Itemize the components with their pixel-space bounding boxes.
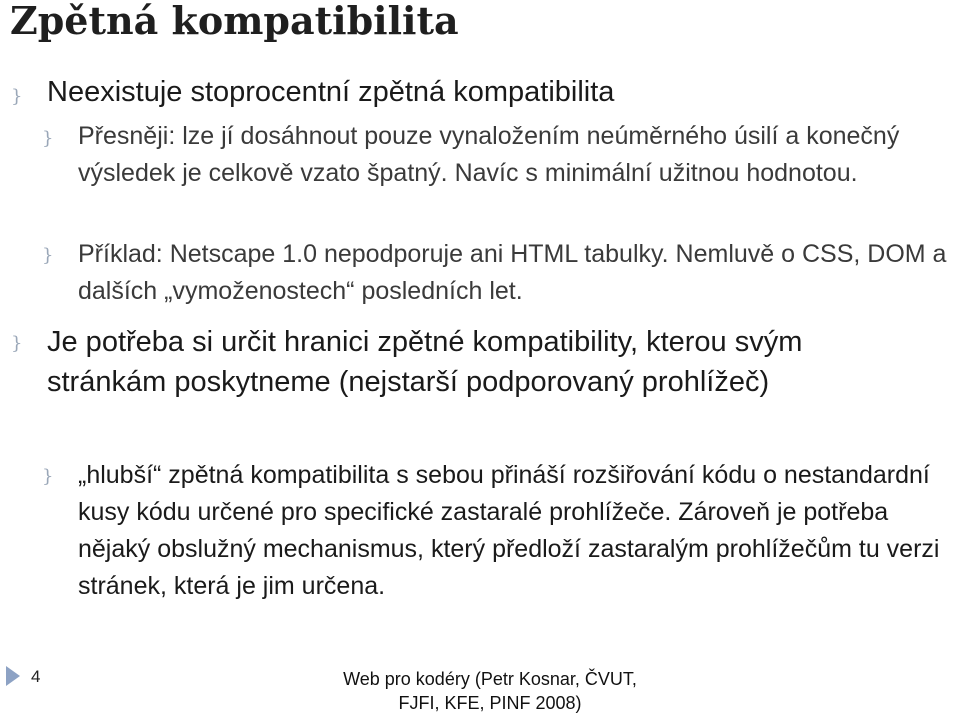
page-title: Zpětná kompatibilita — [10, 0, 459, 43]
bullet-level2-text: Přesněji: lze jí dosáhnout pouze vynaložením neúměrného úsilí a konečný výsledek je celkově vzato špatný. Navíc s minimální užitnou hodnotou. — [78, 122, 907, 187]
page-number: 4 — [31, 667, 41, 686]
bullet-level2-text: „hlubší“ zpětná kompatibilita s sebou přináší rozšiřování kódu o nestandardní kusy kódu určené pro specifické zastaralé prohlížeče. Zároveň je potřeba nějaký obslužný mechanismus, který předloží zastaralým prohlížečům tu verzi stránek, která je jim určena. — [78, 461, 947, 600]
footer-credit-line2: FJFI, KFE, PINF 2008) — [398, 693, 582, 713]
bullet-level2-text: Příklad: Netscape 1.0 nepodporuje ani HTML tabulky. Nemluvě o CSS, DOM a dalších „vymoženostech“ posledních let. — [78, 240, 954, 305]
bullet-marker-icon: } — [11, 333, 23, 354]
footer-credit-line1: Web pro kodéry (Petr Kosnar, ČVUT, — [343, 669, 637, 689]
bullet-marker-icon: } — [42, 245, 54, 266]
bullet-marker-icon: } — [42, 128, 54, 149]
bullet-level1-text: Je potřeba si určit hranici zpětné kompatibility, kterou svým stránkám poskytneme (nejstarší podporovaný prohlížeč) — [47, 326, 811, 398]
bullet-marker-icon: } — [11, 86, 23, 107]
bullet-marker-icon: } — [42, 466, 54, 487]
triangle-right-icon — [6, 666, 20, 686]
bullet-level1-text: Neexistuje stoprocentní zpětná kompatibilita — [47, 76, 615, 108]
